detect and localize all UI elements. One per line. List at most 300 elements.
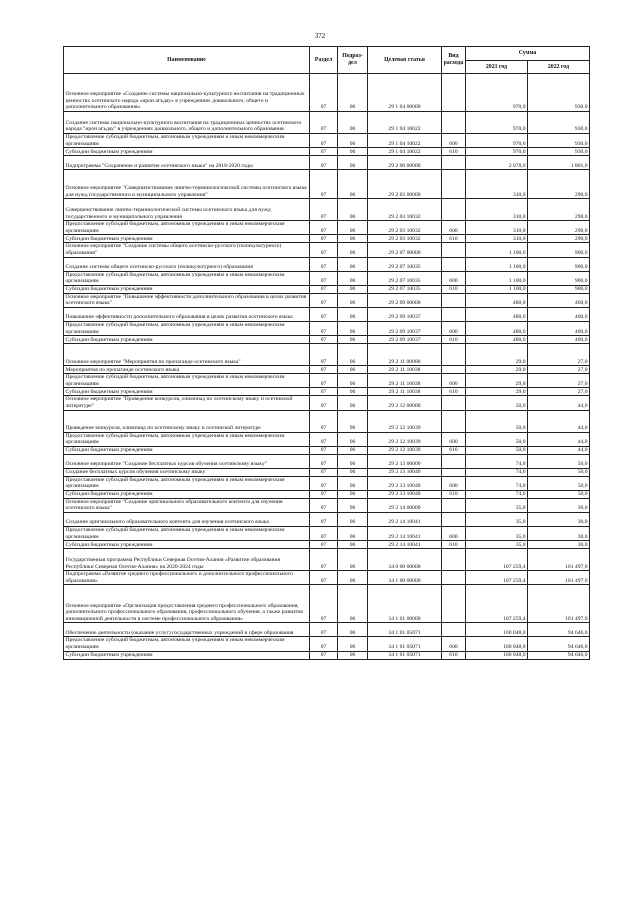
row-sum-2021: 29,0 xyxy=(466,366,528,374)
row-subsection: 06 xyxy=(338,527,368,541)
row-section: 07 xyxy=(310,374,338,388)
row-sum-2022: 101 497,0 xyxy=(528,585,590,623)
row-expense-type: 600 xyxy=(442,321,466,335)
row-target-article: 29 2 13 10040 xyxy=(368,468,442,476)
row-target-article: 29 2 13 00000 xyxy=(368,454,442,468)
row-subsection: 06 xyxy=(338,170,368,199)
row-subsection: 06 xyxy=(338,490,368,498)
row-section: 07 xyxy=(310,112,338,134)
row-target-article: 29 2 03 10032 xyxy=(368,221,442,235)
row-section: 07 xyxy=(310,148,338,156)
table-row xyxy=(64,344,590,366)
row-subsection: 06 xyxy=(338,571,368,585)
row-name: Основное мероприятие "Создание системы общего осетинско-русского (поликультурного) образования" xyxy=(64,243,310,257)
row-target-article: 34 1 01 05071 xyxy=(368,637,442,651)
row-subsection: 06 xyxy=(338,336,368,344)
table-row xyxy=(64,112,590,134)
row-expense-type xyxy=(442,410,466,432)
row-subsection: 06 xyxy=(338,74,368,112)
table-row xyxy=(64,446,590,454)
row-sum-2022: 290,0 xyxy=(528,221,590,235)
row-expense-type: 610 xyxy=(442,446,466,454)
row-section: 07 xyxy=(310,637,338,651)
row-target-article: 29 2 12 00000 xyxy=(368,396,442,410)
row-target-article: 29 1 04 10022 xyxy=(368,134,442,148)
row-section: 07 xyxy=(310,221,338,235)
row-name: Основное мероприятие "Создание оригинального образовательного контента для изучения осетинского языка" xyxy=(64,498,310,512)
row-sum-2022: 50,0 xyxy=(528,476,590,490)
row-sum-2021: 74,0 xyxy=(466,490,528,498)
row-target-article: 29 2 03 00000 xyxy=(368,170,442,199)
row-section: 07 xyxy=(310,476,338,490)
row-subsection: 06 xyxy=(338,623,368,637)
table-row xyxy=(64,513,590,527)
row-subsection: 06 xyxy=(338,637,368,651)
row-subsection: 06 xyxy=(338,307,368,321)
row-expense-type xyxy=(442,293,466,307)
row-sum-2021: 1 100,0 xyxy=(466,243,528,257)
table-row xyxy=(64,374,590,388)
table-row xyxy=(64,221,590,235)
row-sum-2021: 35,0 xyxy=(466,527,528,541)
row-expense-type xyxy=(442,243,466,257)
row-subsection: 06 xyxy=(338,585,368,623)
row-section: 07 xyxy=(310,336,338,344)
row-section: 07 xyxy=(310,235,338,243)
row-sum-2021: 50,0 xyxy=(466,432,528,446)
row-sum-2021: 100 048,0 xyxy=(466,651,528,659)
row-sum-2021: 35,0 xyxy=(466,541,528,549)
table-row xyxy=(64,134,590,148)
row-sum-2022: 930,0 xyxy=(528,112,590,134)
row-expense-type: 600 xyxy=(442,374,466,388)
row-name: Предоставление субсидий бюджетным, автономным учреждениям и иным некоммерческим организациям xyxy=(64,271,310,285)
row-sum-2022: 930,0 xyxy=(528,148,590,156)
row-subsection: 06 xyxy=(338,549,368,571)
row-target-article: 29 2 14 10041 xyxy=(368,541,442,549)
row-sum-2022: 900,0 xyxy=(528,271,590,285)
row-sum-2021: 50,0 xyxy=(466,396,528,410)
row-name: Создание системы общего осетинско-русского (поликультурного) образования xyxy=(64,257,310,271)
row-section: 07 xyxy=(310,344,338,366)
row-expense-type xyxy=(442,170,466,199)
header-name: Наименование xyxy=(64,47,310,74)
row-target-article: 29 2 12 10039 xyxy=(368,446,442,454)
row-target-article: 29 2 14 10041 xyxy=(368,513,442,527)
row-subsection: 06 xyxy=(338,541,368,549)
row-section: 07 xyxy=(310,571,338,585)
row-target-article: 29 2 11 00000 xyxy=(368,344,442,366)
row-sum-2021: 2 078,0 xyxy=(466,156,528,170)
row-sum-2022: 27,0 xyxy=(528,344,590,366)
row-section: 07 xyxy=(310,623,338,637)
row-sum-2021: 480,0 xyxy=(466,293,528,307)
row-sum-2022: 94 646,0 xyxy=(528,637,590,651)
row-subsection: 06 xyxy=(338,432,368,446)
row-subsection: 06 xyxy=(338,235,368,243)
header-subsection: Подраз- дел xyxy=(338,47,368,74)
row-target-article: 29 2 07 10035 xyxy=(368,257,442,271)
row-sum-2021: 310,0 xyxy=(466,221,528,235)
row-section: 07 xyxy=(310,541,338,549)
row-name: Основное мероприятие «Организация предоставления среднего профессионального образования, дополнительного профессионального образования, профессионального обучения, а также развития инновационной деятельности в системе профессионального образования» xyxy=(64,585,310,623)
row-sum-2022: 290,0 xyxy=(528,170,590,199)
row-expense-type xyxy=(442,454,466,468)
row-section: 07 xyxy=(310,366,338,374)
row-subsection: 06 xyxy=(338,321,368,335)
row-sum-2022: 94 646,0 xyxy=(528,623,590,637)
row-section: 07 xyxy=(310,651,338,659)
row-name: Подпрограмма «Развитие среднего профессионального и дополнительного профессионального образования» xyxy=(64,571,310,585)
page-number: 372 xyxy=(314,32,326,40)
row-sum-2022: 460,0 xyxy=(528,307,590,321)
table-row xyxy=(64,637,590,651)
row-target-article: 34 1 01 05071 xyxy=(368,651,442,659)
header-year-2022: 2022 год xyxy=(528,61,590,74)
table-row xyxy=(64,235,590,243)
row-subsection: 06 xyxy=(338,199,368,221)
row-expense-type xyxy=(442,199,466,221)
row-sum-2022: 900,0 xyxy=(528,285,590,293)
row-subsection: 06 xyxy=(338,221,368,235)
row-subsection: 06 xyxy=(338,285,368,293)
row-target-article: 29 2 09 10037 xyxy=(368,321,442,335)
row-sum-2022: 460,0 xyxy=(528,293,590,307)
row-name: Основное мероприятие "Совершенствование лингво-терминологической системы осетинского языка для нужд государственного и муниципального управления" xyxy=(64,170,310,199)
row-subsection: 06 xyxy=(338,271,368,285)
table-row xyxy=(64,396,590,410)
table-row xyxy=(64,366,590,374)
row-expense-type: 610 xyxy=(442,148,466,156)
row-expense-type xyxy=(442,585,466,623)
row-name: Государственная программа Республики Северная Осетия-Алания «Развитие образования Республики Северная Осетия-Алания» на 2020-2024 годы xyxy=(64,549,310,571)
row-subsection: 06 xyxy=(338,374,368,388)
row-expense-type xyxy=(442,112,466,134)
row-name: Основное мероприятие "Создание бесплатных курсов обучения осетинскому языку" xyxy=(64,454,310,468)
row-name: Субсидии бюджетным учреждениям xyxy=(64,446,310,454)
row-sum-2021: 50,0 xyxy=(466,446,528,454)
row-name: Субсидии бюджетным учреждениям xyxy=(64,235,310,243)
row-expense-type xyxy=(442,344,466,366)
row-sum-2021: 29,0 xyxy=(466,388,528,396)
row-name: Мероприятия по пропаганде осетинского языка xyxy=(64,366,310,374)
row-expense-type: 600 xyxy=(442,476,466,490)
row-sum-2022: 50,0 xyxy=(528,468,590,476)
row-name: Субсидии бюджетным учреждениям xyxy=(64,490,310,498)
row-expense-type: 610 xyxy=(442,285,466,293)
row-section: 07 xyxy=(310,170,338,199)
row-subsection: 06 xyxy=(338,476,368,490)
row-section: 07 xyxy=(310,156,338,170)
row-expense-type: 610 xyxy=(442,388,466,396)
row-expense-type xyxy=(442,396,466,410)
row-name: Предоставление субсидий бюджетным, автономным учреждениям и иным некоммерческим организациям xyxy=(64,432,310,446)
row-subsection: 06 xyxy=(338,513,368,527)
row-target-article: 29 2 13 10040 xyxy=(368,490,442,498)
row-sum-2021: 480,0 xyxy=(466,336,528,344)
table-row xyxy=(64,549,590,571)
row-expense-type xyxy=(442,74,466,112)
row-section: 07 xyxy=(310,257,338,271)
table-row xyxy=(64,74,590,112)
header-sum: Сумма xyxy=(466,47,590,61)
row-target-article: 29 2 12 10039 xyxy=(368,432,442,446)
row-sum-2022: 900,0 xyxy=(528,257,590,271)
row-sum-2022: 101 497,0 xyxy=(528,549,590,571)
row-name: Предоставление субсидий бюджетным, автономным учреждениям и иным некоммерческим организациям xyxy=(64,321,310,335)
row-target-article: 34 0 00 00000 xyxy=(368,549,442,571)
row-sum-2021: 310,0 xyxy=(466,235,528,243)
header-section: Раздел xyxy=(310,47,338,74)
row-target-article: 29 2 14 10041 xyxy=(368,527,442,541)
row-section: 07 xyxy=(310,498,338,512)
row-name: Создание оригинального образовательного контента для изучения осетинского языка xyxy=(64,513,310,527)
row-section: 07 xyxy=(310,454,338,468)
row-expense-type: 600 xyxy=(442,527,466,541)
row-subsection: 06 xyxy=(338,148,368,156)
row-sum-2022: 44,0 xyxy=(528,410,590,432)
row-sum-2022: 101 497,0 xyxy=(528,571,590,585)
row-section: 07 xyxy=(310,321,338,335)
row-expense-type xyxy=(442,468,466,476)
row-section: 07 xyxy=(310,134,338,148)
row-expense-type: 600 xyxy=(442,271,466,285)
row-subsection: 06 xyxy=(338,468,368,476)
row-sum-2021: 1 100,0 xyxy=(466,271,528,285)
table-row xyxy=(64,156,590,170)
row-sum-2021: 107 259,4 xyxy=(466,571,528,585)
row-name: Основное мероприятие "Проведение конкурсов, олимпиад по осетинскому языку и осетинской литературе" xyxy=(64,396,310,410)
row-sum-2022: 30,0 xyxy=(528,498,590,512)
row-sum-2021: 100 048,0 xyxy=(466,637,528,651)
table-row xyxy=(64,243,590,257)
row-name: Повышение эффективности дополнительного образования в целях развития осетинского языка xyxy=(64,307,310,321)
row-sum-2022: 290,0 xyxy=(528,199,590,221)
table-row xyxy=(64,527,590,541)
row-subsection: 06 xyxy=(338,156,368,170)
row-expense-type: 610 xyxy=(442,336,466,344)
row-sum-2021: 970,0 xyxy=(466,112,528,134)
row-target-article: 29 2 09 10037 xyxy=(368,336,442,344)
row-section: 07 xyxy=(310,307,338,321)
row-sum-2022: 27,0 xyxy=(528,366,590,374)
row-name: Обеспечение деятельности (оказание услуг) государственных учреждений в сфере образования xyxy=(64,623,310,637)
row-sum-2021: 74,0 xyxy=(466,454,528,468)
row-sum-2022: 50,0 xyxy=(528,490,590,498)
row-target-article: 29 2 11 10038 xyxy=(368,374,442,388)
row-sum-2022: 44,0 xyxy=(528,396,590,410)
row-sum-2021: 50,0 xyxy=(466,410,528,432)
row-target-article: 29 2 03 10032 xyxy=(368,199,442,221)
row-sum-2021: 35,0 xyxy=(466,513,528,527)
row-name: Подпрограмма "Сохранение и развитие осетинского языка" на 2018-2020 годы xyxy=(64,156,310,170)
table-row xyxy=(64,199,590,221)
table-row xyxy=(64,490,590,498)
table-row xyxy=(64,170,590,199)
table-row xyxy=(64,571,590,585)
row-expense-type xyxy=(442,549,466,571)
row-sum-2022: 30,0 xyxy=(528,513,590,527)
row-sum-2021: 970,0 xyxy=(466,74,528,112)
table-row xyxy=(64,585,590,623)
row-sum-2021: 29,0 xyxy=(466,374,528,388)
row-target-article: 29 2 12 10039 xyxy=(368,410,442,432)
row-sum-2021: 107 259,4 xyxy=(466,585,528,623)
row-name: Субсидии бюджетным учреждениям xyxy=(64,651,310,659)
table-row xyxy=(64,468,590,476)
row-section: 07 xyxy=(310,513,338,527)
row-section: 07 xyxy=(310,199,338,221)
header-target-article: Целевая статья xyxy=(368,47,442,74)
row-subsection: 06 xyxy=(338,112,368,134)
row-expense-type xyxy=(442,498,466,512)
row-name: Основное мероприятие "Повышение эффективности дополнительного образования в целях развития осетинского языка" xyxy=(64,293,310,307)
table-row xyxy=(64,476,590,490)
row-target-article: 29 2 14 00000 xyxy=(368,498,442,512)
row-name: Предоставление субсидий бюджетным, автономным учреждениям и иным некоммерческим организациям xyxy=(64,134,310,148)
row-name: Создание бесплатных курсов обучения осетинскому языку xyxy=(64,468,310,476)
row-name: Основное мероприятие "Мероприятия по пропаганде осетинского языка" xyxy=(64,344,310,366)
header-year-2021: 2021 год xyxy=(466,61,528,74)
row-sum-2021: 970,0 xyxy=(466,134,528,148)
row-subsection: 06 xyxy=(338,134,368,148)
row-sum-2021: 310,0 xyxy=(466,199,528,221)
row-subsection: 06 xyxy=(338,257,368,271)
row-expense-type: 610 xyxy=(442,541,466,549)
row-sum-2022: 30,0 xyxy=(528,541,590,549)
row-section: 07 xyxy=(310,432,338,446)
row-expense-type xyxy=(442,623,466,637)
row-target-article: 29 2 03 10032 xyxy=(368,235,442,243)
row-sum-2022: 930,0 xyxy=(528,74,590,112)
row-target-article: 34 1 00 00000 xyxy=(368,571,442,585)
row-target-article: 34 1 01 00000 xyxy=(368,585,442,623)
row-subsection: 06 xyxy=(338,454,368,468)
row-target-article: 29 1 04 00000 xyxy=(368,74,442,112)
row-name: Предоставление субсидий бюджетным, автономным учреждениям и иным некоммерческим организациям xyxy=(64,374,310,388)
row-sum-2021: 100 048,0 xyxy=(466,623,528,637)
row-target-article: 29 2 09 10037 xyxy=(368,307,442,321)
row-expense-type: 610 xyxy=(442,235,466,243)
row-expense-type: 600 xyxy=(442,637,466,651)
row-subsection: 06 xyxy=(338,651,368,659)
row-sum-2022: 1 801,0 xyxy=(528,156,590,170)
row-name: Создание системы национально-культурного воспитания на традиционных ценностях осетинского народа "ирон агъдау" в учреждениях дошкольного, общего и дополнительного образования xyxy=(64,112,310,134)
row-section: 07 xyxy=(310,446,338,454)
row-name: Предоставление субсидий бюджетным, автономным учреждениям и иным некоммерческим организациям xyxy=(64,637,310,651)
row-target-article: 34 1 01 05071 xyxy=(368,623,442,637)
table-row xyxy=(64,410,590,432)
row-expense-type xyxy=(442,156,466,170)
row-target-article: 29 1 04 10022 xyxy=(368,148,442,156)
row-name: Предоставление субсидий бюджетным, автономным учреждениям и иным некоммерческим организациям xyxy=(64,476,310,490)
row-subsection: 06 xyxy=(338,388,368,396)
table-row xyxy=(64,271,590,285)
table-row xyxy=(64,541,590,549)
row-section: 07 xyxy=(310,285,338,293)
row-expense-type: 600 xyxy=(442,221,466,235)
row-name: Проведение конкурсов, олимпиад по осетинскому языку и осетинской литературе xyxy=(64,410,310,432)
row-sum-2021: 480,0 xyxy=(466,307,528,321)
row-target-article: 29 2 07 10035 xyxy=(368,271,442,285)
row-name: Основное мероприятие «Создание системы национально-культурного воспитания на традиционных ценностях осетинского народа «ирон агъдау» в учреждениях дошкольного, общего и дополнительного образования» xyxy=(64,74,310,112)
row-expense-type: 610 xyxy=(442,651,466,659)
row-sum-2021: 480,0 xyxy=(466,321,528,335)
row-section: 07 xyxy=(310,468,338,476)
row-subsection: 06 xyxy=(338,498,368,512)
row-subsection: 06 xyxy=(338,293,368,307)
table-row xyxy=(64,432,590,446)
row-target-article: 29 2 09 00000 xyxy=(368,293,442,307)
row-subsection: 06 xyxy=(338,243,368,257)
table-row xyxy=(64,307,590,321)
row-sum-2021: 107 259,4 xyxy=(466,549,528,571)
row-subsection: 06 xyxy=(338,446,368,454)
table-body xyxy=(64,74,590,660)
row-section: 07 xyxy=(310,585,338,623)
row-sum-2021: 74,0 xyxy=(466,468,528,476)
row-name: Совершенствование лингво-терминологической системы осетинского языка для нужд государственного и муниципального управления xyxy=(64,199,310,221)
row-expense-type: 600 xyxy=(442,432,466,446)
row-subsection: 06 xyxy=(338,344,368,366)
table-row xyxy=(64,321,590,335)
row-name: Предоставление субсидий бюджетным, автономным учреждениям и иным некоммерческим организациям xyxy=(64,527,310,541)
row-sum-2021: 35,0 xyxy=(466,498,528,512)
row-sum-2021: 310,0 xyxy=(466,170,528,199)
row-subsection: 06 xyxy=(338,410,368,432)
row-expense-type: 610 xyxy=(442,490,466,498)
row-target-article: 29 2 07 10035 xyxy=(368,285,442,293)
row-expense-type xyxy=(442,513,466,527)
row-expense-type: 600 xyxy=(442,134,466,148)
table-row xyxy=(64,388,590,396)
table-row xyxy=(64,293,590,307)
row-sum-2021: 74,0 xyxy=(466,476,528,490)
row-target-article: 29 2 11 10038 xyxy=(368,388,442,396)
row-target-article: 29 2 00 00000 xyxy=(368,156,442,170)
row-sum-2021: 970,0 xyxy=(466,148,528,156)
row-section: 07 xyxy=(310,527,338,541)
row-section: 07 xyxy=(310,388,338,396)
row-section: 07 xyxy=(310,74,338,112)
row-section: 07 xyxy=(310,293,338,307)
row-section: 07 xyxy=(310,410,338,432)
table-row xyxy=(64,148,590,156)
row-name: Субсидии бюджетным учреждениям xyxy=(64,336,310,344)
row-sum-2022: 44,0 xyxy=(528,446,590,454)
table-row xyxy=(64,651,590,659)
row-sum-2022: 900,0 xyxy=(528,243,590,257)
table-row xyxy=(64,623,590,637)
row-name: Предоставление субсидий бюджетным, автономным учреждениям и иным некоммерческим организациям xyxy=(64,221,310,235)
row-expense-type xyxy=(442,571,466,585)
row-sum-2021: 1 100,0 xyxy=(466,257,528,271)
row-section: 07 xyxy=(310,549,338,571)
row-target-article: 29 2 11 10038 xyxy=(368,366,442,374)
table-row xyxy=(64,336,590,344)
row-sum-2022: 94 646,0 xyxy=(528,651,590,659)
table-row xyxy=(64,285,590,293)
row-sum-2021: 1 100,0 xyxy=(466,285,528,293)
row-section: 07 xyxy=(310,490,338,498)
row-name: Субсидии бюджетным учреждениям xyxy=(64,541,310,549)
table-row xyxy=(64,454,590,468)
row-section: 07 xyxy=(310,271,338,285)
row-sum-2022: 50,0 xyxy=(528,454,590,468)
table-row xyxy=(64,257,590,271)
row-expense-type xyxy=(442,366,466,374)
row-sum-2022: 44,0 xyxy=(528,432,590,446)
